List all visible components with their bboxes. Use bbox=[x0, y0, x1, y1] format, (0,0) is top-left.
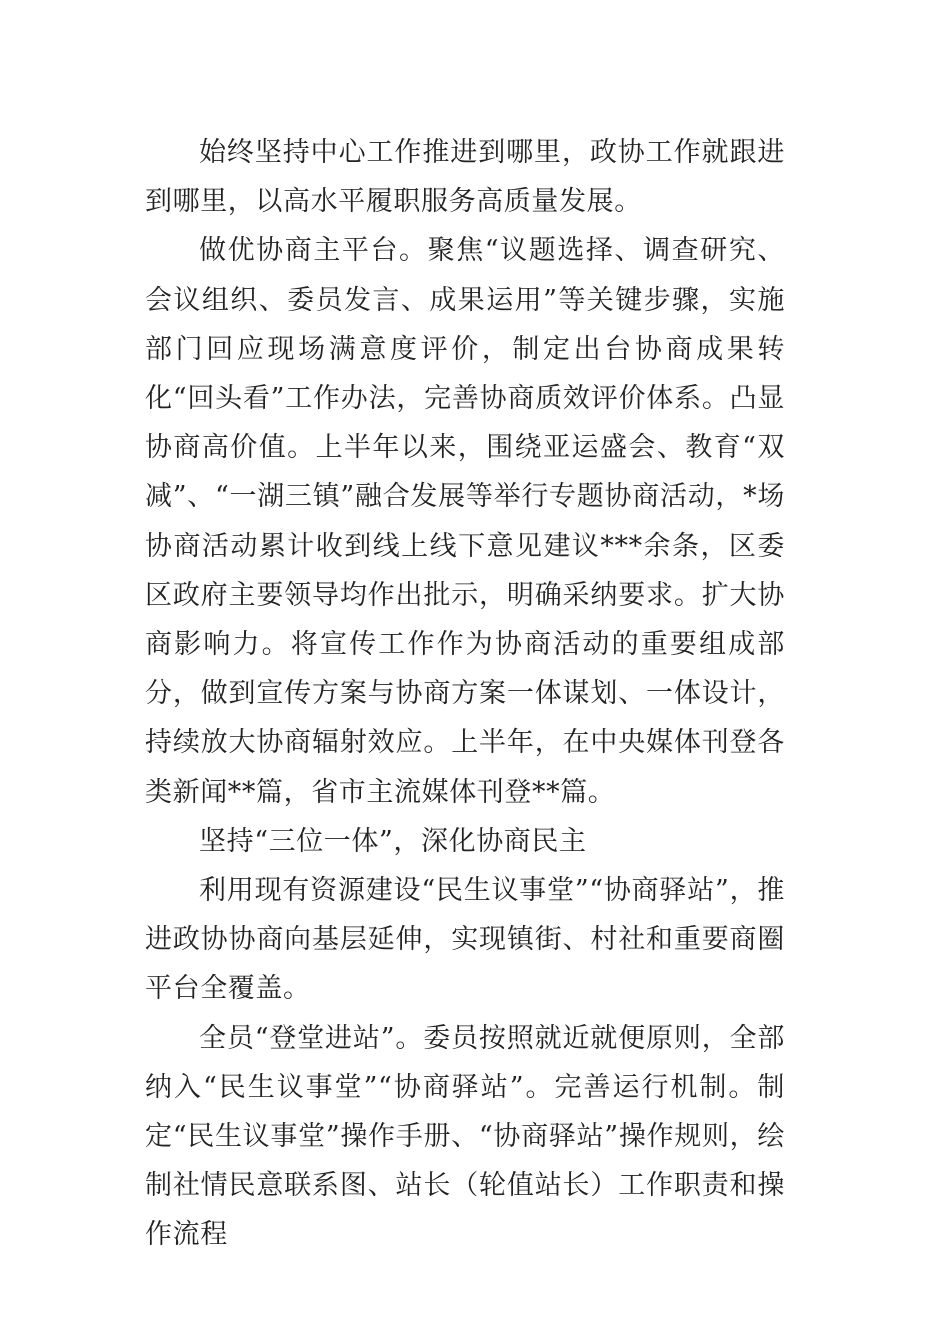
document-body bbox=[145, 128, 785, 1260]
section-heading-three-in-one: 坚持“三位一体”，深化协商民主 bbox=[199, 825, 587, 857]
paragraph-central-work: 始终坚持中心工作推进到哪里，政协工作就跟进到哪里，以高水平履职服务高质量发展。 bbox=[145, 137, 785, 218]
paragraph-livelihood-hall: 利用现有资源建设“民生议事堂”“协商驿站”，推进政协协商向基层延伸，实现镇街、村社和重要商圈平台全覆盖。 bbox=[145, 875, 785, 1005]
paragraph-all-members: 全员“登堂进站”。委员按照就近就便原则，全部纳入“民生议事堂”“协商驿站”。完善运行机制。制定“民生议事堂”操作手册、“协商驿站”操作规则，绘制社情民意联系图、站长（轮值站长）工作职责和操作流程 bbox=[145, 1022, 785, 1251]
paragraph-consultation-platform: 做优协商主平台。聚焦“议题选择、调查研究、会议组织、委员发言、成果运用”等关键步骤，实施部门回应现场满意度评价，制定出台协商成果转化“回头看”工作办法，完善协商质效评价体系。凸显协商高价值。上半年以来，围绕亚运盛会、教育“双减”、“一湖三镇”融合发展等举行专题协商活动，*场协商活动累计收到线上线下意见建议***余条，区委区政府主要领导均作出批示，明确采纳要求。扩大协商影响力。将宣传工作作为协商活动的重要组成部分，做到宣传方案与协商方案一体谋划、一体设计，持续放大协商辐射效应。上半年，在中央媒体刊登各类新闻**篇，省市主流媒体刊登**篇。 bbox=[145, 235, 785, 808]
